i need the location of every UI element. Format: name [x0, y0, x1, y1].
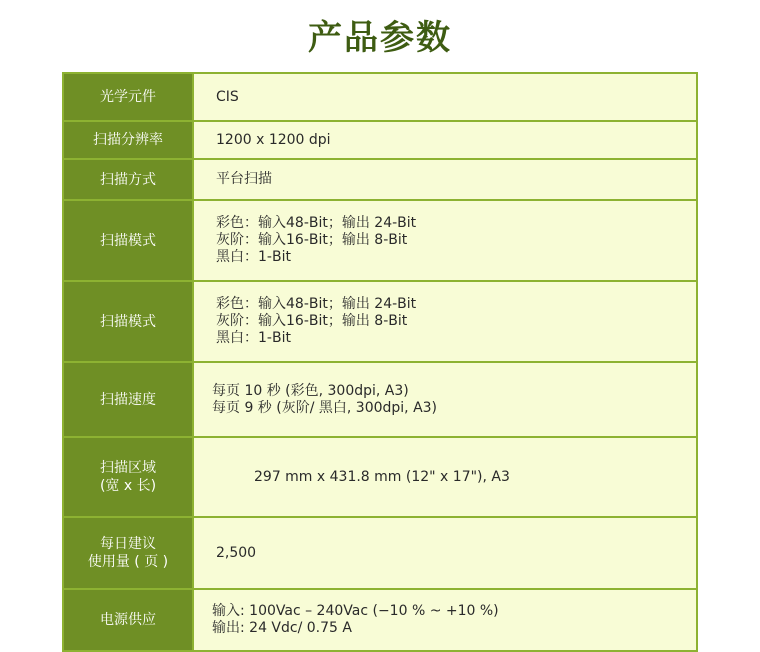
row-label-cell — [63, 517, 193, 589]
row-label-cell — [63, 200, 193, 281]
table-row — [63, 362, 697, 437]
row-value-cell — [193, 281, 697, 362]
row-label: 扫描模式 — [100, 313, 156, 330]
row-label: 扫描速度 — [100, 391, 156, 408]
row-label-cell — [63, 281, 193, 362]
row-label-cell — [63, 589, 193, 651]
row-value-cell — [193, 589, 697, 651]
row-label: 光学元件 — [100, 89, 156, 105]
row-value-cell — [193, 362, 697, 437]
row-value: 黑白：1-Bit — [216, 330, 291, 346]
table-row — [63, 589, 697, 651]
row-value: 输入: 100Vac – 240Vac (−10 % ~ +10 %) — [212, 603, 499, 619]
row-value: 每页 9 秒 (灰阶/ 黑白, 300dpi, A3) — [212, 399, 438, 416]
row-value: 2,500 — [216, 544, 257, 561]
row-label: 扫描区域 — [100, 460, 156, 476]
row-value-cell — [193, 437, 697, 517]
row-value: 彩色：输入48-Bit；输出 24-Bit — [216, 296, 417, 312]
table-row — [63, 281, 697, 362]
row-label: 扫描分辨率 — [93, 132, 163, 148]
row-value: 黑白：1-Bit — [216, 249, 291, 265]
row-label: 使用量 ( 页 ) — [87, 554, 169, 570]
row-value: 297 mm x 431.8 mm (12" x 17"), A3 — [254, 468, 510, 485]
row-value-cell — [193, 517, 697, 589]
row-value: 输出: 24 Vdc/ 0.75 A — [212, 620, 352, 636]
row-label-cell — [63, 159, 193, 200]
spec-table — [62, 72, 698, 652]
table-row — [63, 517, 697, 589]
row-label-cell — [63, 362, 193, 437]
row-label-cell — [63, 73, 193, 121]
row-label: 每日建议 — [100, 536, 156, 552]
row-label: 电源供应 — [100, 612, 156, 628]
row-value-cell — [193, 73, 697, 121]
row-label: (宽 x 长) — [99, 478, 157, 494]
row-label: 扫描模式 — [100, 232, 156, 249]
row-label-cell — [63, 437, 193, 517]
table-row — [63, 73, 697, 121]
row-label: 扫描方式 — [100, 171, 156, 188]
table-row — [63, 159, 697, 200]
row-value-cell — [193, 159, 697, 200]
row-value: CIS — [216, 88, 239, 105]
table-row — [63, 200, 697, 281]
row-value-cell — [193, 121, 697, 159]
row-value-cell — [193, 200, 697, 281]
row-value: 每页 10 秒 (彩色, 300dpi, A3) — [212, 382, 409, 399]
row-value: 灰阶：输入16-Bit；输出 8-Bit — [216, 313, 408, 329]
row-value: 1200 x 1200 dpi — [216, 131, 331, 148]
table-row — [63, 437, 697, 517]
page-title: 产品参数 — [308, 18, 452, 58]
row-value: 彩色：输入48-Bit；输出 24-Bit — [216, 215, 417, 231]
table-row — [63, 121, 697, 159]
row-value: 灰阶：输入16-Bit；输出 8-Bit — [216, 232, 408, 248]
row-label-cell — [63, 121, 193, 159]
row-value: 平台扫描 — [216, 171, 272, 187]
